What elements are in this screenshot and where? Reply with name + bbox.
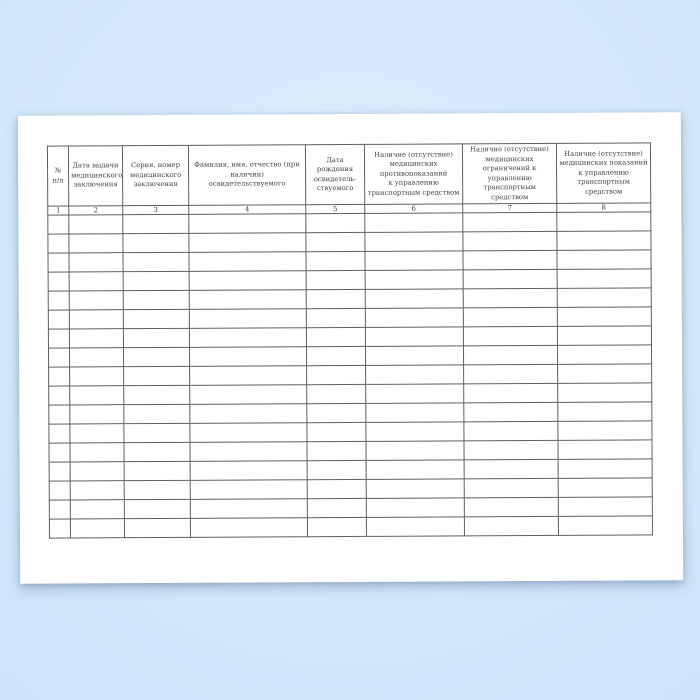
empty-row — [49, 516, 652, 538]
empty-cell — [464, 516, 558, 535]
empty-cell — [464, 440, 558, 459]
empty-cell — [189, 233, 306, 253]
empty-cell — [49, 462, 70, 481]
empty-cell — [463, 269, 557, 288]
empty-cell — [70, 386, 124, 405]
empty-cell — [366, 460, 464, 480]
empty-cell — [48, 329, 69, 348]
empty-cell — [366, 403, 464, 423]
empty-cell — [557, 269, 651, 288]
empty-cell — [70, 500, 124, 519]
empty-cell — [69, 253, 123, 272]
document-page — [18, 112, 683, 583]
empty-cell — [557, 345, 651, 364]
column-header-contraindications: Наличие (отсутствие) медицинских противопоказаний к управлению транспортным средством — [364, 144, 462, 205]
empty-cell — [307, 384, 366, 403]
column-number-cell: 4 — [189, 205, 306, 215]
empty-cell — [70, 367, 124, 386]
empty-cell — [307, 403, 366, 422]
column-header-issue-date: Дата выдачи медицинского заключения — [68, 146, 122, 206]
empty-cell — [190, 423, 307, 443]
empty-cell — [70, 443, 124, 462]
empty-cell — [124, 499, 190, 518]
column-number-cell: 3 — [123, 205, 189, 214]
empty-cell — [366, 498, 464, 518]
empty-cell — [365, 289, 463, 309]
empty-cell — [189, 290, 306, 310]
empty-cell — [124, 423, 190, 442]
empty-cell — [190, 385, 307, 405]
column-header-indications: Наличие (отсутствие) медицинских показаний к управлению транспортным средством — [556, 143, 650, 203]
empty-cell — [558, 459, 652, 478]
empty-cell — [123, 252, 189, 271]
empty-cell — [190, 480, 307, 500]
empty-cell — [557, 326, 651, 345]
empty-cell — [557, 307, 651, 326]
header-row — [47, 143, 650, 206]
empty-cell — [49, 386, 70, 405]
column-number-cell: 8 — [557, 203, 651, 212]
empty-cell — [366, 517, 464, 537]
column-number-cell: 5 — [306, 204, 365, 213]
empty-cell — [557, 288, 651, 307]
empty-cell — [365, 232, 463, 252]
empty-cell — [464, 383, 558, 402]
empty-cell — [306, 346, 365, 365]
empty-cell — [306, 232, 365, 251]
empty-cell — [307, 498, 366, 517]
empty-cell — [49, 367, 70, 386]
empty-cell — [48, 272, 69, 291]
empty-cell — [70, 462, 124, 481]
empty-cell — [307, 365, 366, 384]
empty-cell — [365, 270, 463, 290]
empty-cell — [69, 329, 123, 348]
empty-cell — [558, 383, 652, 402]
empty-cell — [124, 366, 190, 385]
empty-cell — [307, 441, 366, 460]
empty-cell — [307, 517, 366, 536]
empty-cell — [124, 461, 190, 480]
empty-cell — [464, 459, 558, 478]
column-number-cell: 2 — [69, 206, 123, 215]
empty-cell — [70, 481, 124, 500]
empty-cell — [463, 288, 557, 307]
empty-cell — [307, 422, 366, 441]
empty-cell — [557, 250, 651, 269]
empty-cell — [306, 213, 365, 232]
column-header-full-name: Фамилия, имя, отчество (при наличии) освидетельствуемого — [188, 145, 305, 206]
empty-cell — [463, 326, 557, 345]
empty-cell — [49, 481, 70, 500]
empty-cell — [189, 309, 306, 329]
empty-cell — [70, 519, 124, 538]
empty-cell — [366, 365, 464, 385]
empty-cell — [557, 231, 651, 250]
empty-cell — [189, 252, 306, 272]
empty-cell — [70, 424, 124, 443]
empty-cell — [463, 345, 557, 364]
empty-cell — [123, 214, 189, 233]
empty-cell — [49, 424, 70, 443]
empty-cell — [123, 328, 189, 347]
column-header-birth-date: Дата рождения освидетель- ствуемого — [305, 144, 364, 204]
empty-cell — [557, 212, 651, 231]
empty-cell — [69, 215, 123, 234]
column-number-cell: 1 — [48, 206, 69, 215]
empty-cell — [189, 328, 306, 348]
empty-cell — [307, 479, 366, 498]
empty-cell — [306, 308, 365, 327]
column-header-restrictions: Наличие (отсутствие) медицинских ограничений к управлению транспортным средством — [462, 143, 556, 203]
empty-cell — [190, 404, 307, 424]
empty-cell — [558, 497, 652, 516]
column-header-number: № п/п — [47, 146, 68, 206]
empty-cell — [189, 347, 306, 367]
empty-cell — [306, 327, 365, 346]
empty-cell — [365, 213, 463, 233]
empty-cell — [463, 307, 557, 326]
empty-cell — [365, 308, 463, 328]
empty-cell — [69, 291, 123, 310]
empty-cell — [190, 366, 307, 386]
empty-cell — [306, 289, 365, 308]
journal-table — [47, 142, 653, 538]
empty-cell — [366, 479, 464, 499]
empty-cell — [190, 518, 307, 538]
empty-cell — [463, 212, 557, 231]
empty-cell — [558, 478, 652, 497]
empty-cell — [69, 234, 123, 253]
empty-cell — [124, 442, 190, 461]
empty-cell — [123, 271, 189, 290]
empty-cell — [48, 253, 69, 272]
empty-cell — [123, 233, 189, 252]
empty-cell — [190, 461, 307, 481]
empty-cell — [190, 499, 307, 519]
empty-cell — [366, 441, 464, 461]
empty-cell — [365, 251, 463, 271]
empty-cell — [49, 443, 70, 462]
empty-cell — [307, 460, 366, 479]
table-body — [48, 212, 653, 538]
empty-cell — [189, 214, 306, 234]
column-number-cell: 6 — [365, 204, 463, 214]
empty-cell — [124, 404, 190, 423]
empty-cell — [49, 405, 70, 424]
empty-cell — [189, 271, 306, 291]
empty-cell — [190, 442, 307, 462]
empty-cell — [48, 348, 69, 367]
empty-cell — [48, 215, 69, 234]
empty-cell — [48, 234, 69, 253]
empty-cell — [365, 346, 463, 366]
empty-cell — [49, 500, 70, 519]
empty-cell — [70, 405, 124, 424]
empty-cell — [123, 347, 189, 366]
empty-cell — [558, 364, 652, 383]
empty-cell — [48, 310, 69, 329]
empty-cell — [306, 251, 365, 270]
empty-cell — [464, 421, 558, 440]
empty-cell — [464, 364, 558, 383]
empty-cell — [49, 519, 70, 538]
empty-cell — [365, 327, 463, 347]
column-number-cell: 7 — [463, 203, 557, 212]
empty-cell — [69, 310, 123, 329]
empty-cell — [124, 385, 190, 404]
empty-cell — [463, 231, 557, 250]
empty-cell — [69, 348, 123, 367]
empty-cell — [558, 516, 652, 535]
empty-cell — [464, 478, 558, 497]
empty-cell — [464, 402, 558, 421]
empty-cell — [464, 497, 558, 516]
empty-cell — [123, 290, 189, 309]
empty-cell — [123, 309, 189, 328]
empty-cell — [463, 250, 557, 269]
empty-cell — [124, 518, 190, 537]
empty-cell — [366, 384, 464, 404]
empty-cell — [124, 480, 190, 499]
empty-cell — [558, 402, 652, 421]
empty-cell — [69, 272, 123, 291]
empty-cell — [366, 422, 464, 442]
empty-cell — [558, 440, 652, 459]
empty-cell — [558, 421, 652, 440]
column-header-series-number: Серия, номер медицинского заключения — [122, 145, 188, 205]
empty-cell — [48, 291, 69, 310]
empty-cell — [306, 270, 365, 289]
